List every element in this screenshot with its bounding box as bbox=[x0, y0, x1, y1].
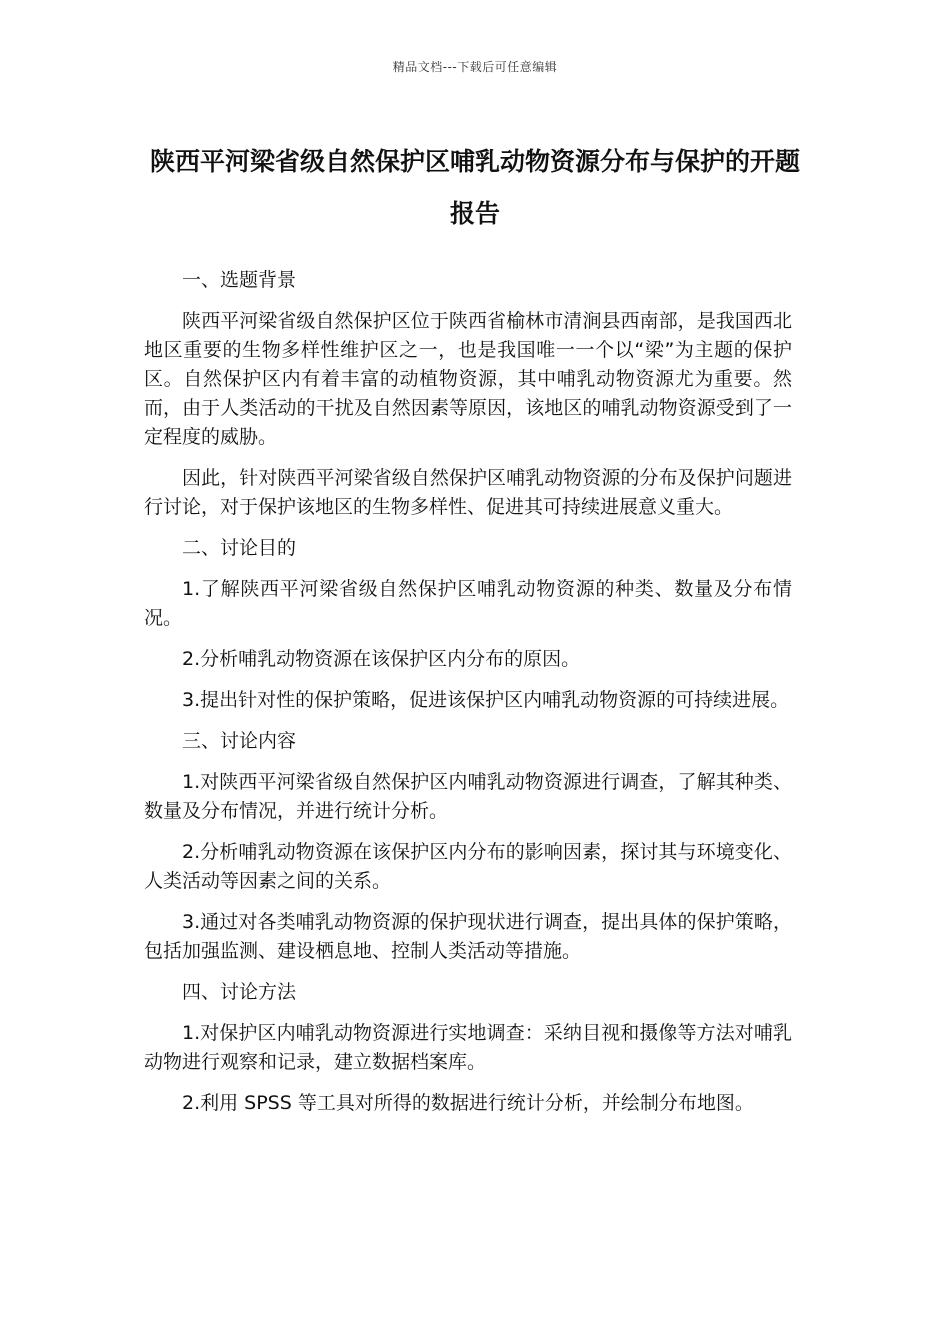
document-body bbox=[144, 266, 792, 1130]
list-item: 2.分析哺乳动物资源在该保护区内分布的原因。 bbox=[182, 648, 581, 670]
section-heading-background: 一、选题背景 bbox=[182, 269, 297, 291]
header-note: 精品文档---下载后可任意编辑 bbox=[392, 60, 558, 74]
document-title: 陕西平河梁省级自然保护区哺乳动物资源分布与保护的开题报告 bbox=[149, 147, 800, 228]
section-heading-purpose: 二、讨论目的 bbox=[182, 537, 297, 559]
list-item: 1.对陕西平河梁省级自然保护区内哺乳动物资源进行调查，了解其种类、数量及分布情况，并进行统计分析。 bbox=[144, 771, 792, 822]
paragraph: 陕西平河梁省级自然保护区位于陕西省榆林市清涧县西南部，是我国西北地区重要的生物多样性维护区之一，也是我国唯一一个以“梁”为主题的保护区。自然保护区内有着丰富的动植物资源，其中哺乳动物资源尤为重要。然而，由于人类活动的干扰及自然因素等原因，该地区的哺乳动物资源受到了一定程度的威胁。 bbox=[144, 310, 792, 448]
list-item: 3.通过对各类哺乳动物资源的保护现状进行调查，提出具体的保护策略，包括加强监测、建设栖息地、控制人类活动等措施。 bbox=[144, 911, 792, 962]
list-item: 1.了解陕西平河梁省级自然保护区哺乳动物资源的种类、数量及分布情况。 bbox=[144, 578, 792, 629]
paragraph: 因此，针对陕西平河梁省级自然保护区哺乳动物资源的分布及保护问题进行讨论，对于保护该地区的生物多样性、促进其可持续进展意义重大。 bbox=[144, 467, 792, 518]
section-heading-content: 三、讨论内容 bbox=[182, 730, 297, 752]
list-item: 1.对保护区内哺乳动物资源进行实地调查：采纳目视和摄像等方法对哺乳动物进行观察和记录，建立数据档案库。 bbox=[144, 1022, 792, 1073]
list-item: 3.提出针对性的保护策略，促进该保护区内哺乳动物资源的可持续进展。 bbox=[182, 689, 790, 711]
section-heading-methods: 四、讨论方法 bbox=[182, 981, 297, 1003]
list-item: 2.分析哺乳动物资源在该保护区内分布的影响因素，探讨其与环境变化、人类活动等因素之间的关系。 bbox=[144, 841, 792, 892]
list-item: 2.利用 SPSS 等工具对所得的数据进行统计分析，并绘制分布地图。 bbox=[182, 1092, 754, 1114]
